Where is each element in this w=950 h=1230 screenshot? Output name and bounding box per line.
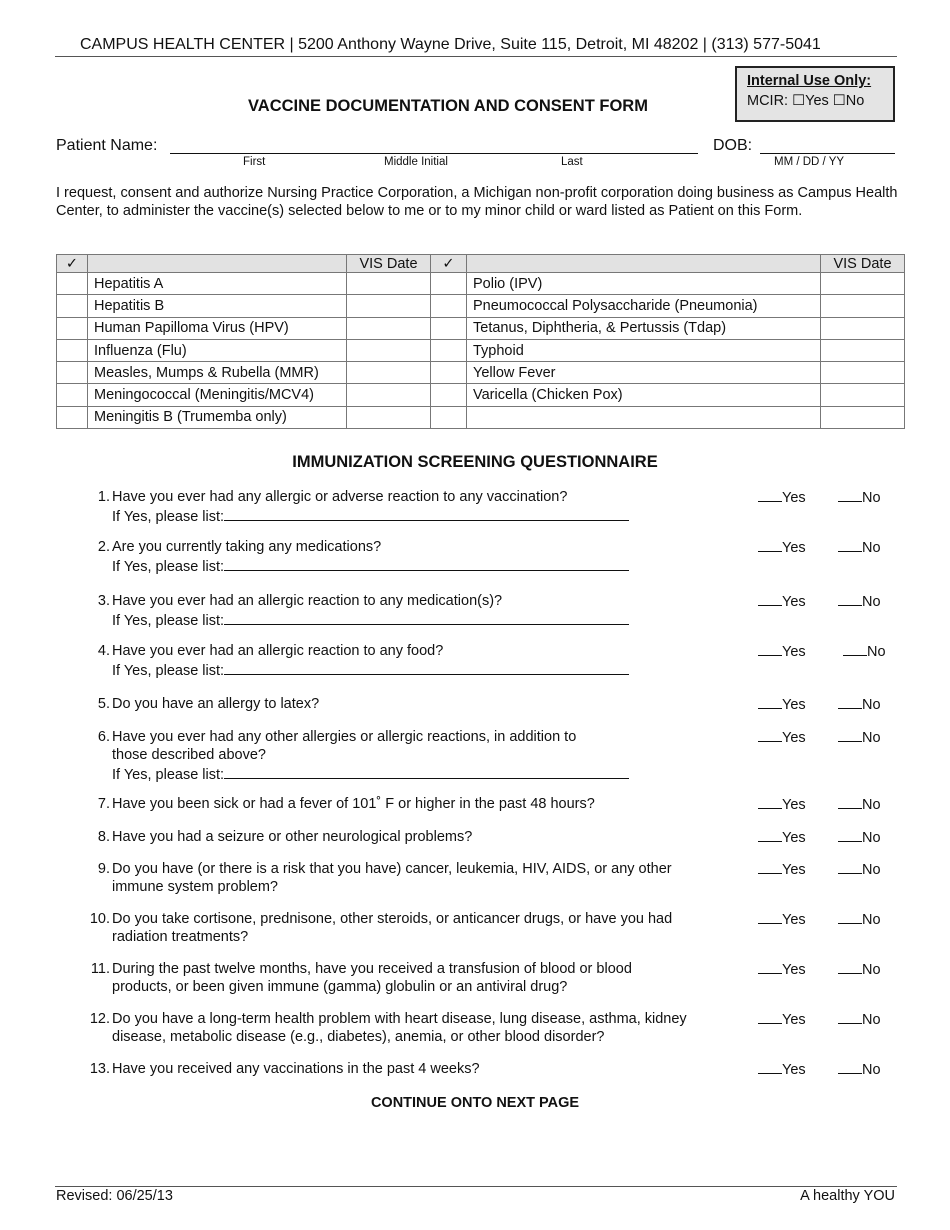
yes-label: Yes: [782, 697, 806, 713]
yes-answer[interactable]: [758, 592, 806, 610]
no-label: No: [862, 730, 881, 746]
consent-statement: I request, consent and authorize Nursing Practice Corporation, a Michigan non-profit corporation doing business as Campus Health Center, to administer the vaccine(s) selected below to me or to my minor child or ward listed as Patient on this Form.: [56, 185, 898, 219]
no-label: No: [867, 644, 886, 660]
no-answer[interactable]: [843, 642, 886, 660]
yes-label: Yes: [782, 912, 806, 928]
vaccine-name-left: Meningitis B (Trumemba only): [88, 406, 347, 428]
vis-date-header: VIS Date: [347, 255, 431, 273]
yes-blank[interactable]: [758, 538, 782, 552]
question-number: 13.: [89, 1061, 110, 1077]
yes-label: Yes: [782, 644, 806, 660]
yes-blank[interactable]: [758, 488, 782, 502]
question-text: Have you received any vaccinations in the past 4 weeks?: [112, 1061, 480, 1077]
dob-field[interactable]: [760, 153, 895, 154]
vaccine-checkbox-left[interactable]: [57, 339, 88, 361]
dob-format-caption: MM / DD / YY: [774, 156, 845, 168]
yes-blank[interactable]: [758, 1060, 782, 1074]
yes-label: Yes: [782, 1062, 806, 1078]
question-text: Have you been sick or had a fever of 101˚ F or higher in the past 48 hours?: [112, 796, 595, 812]
yes-label: Yes: [782, 797, 806, 813]
vaccine-checkbox-left[interactable]: [57, 295, 88, 317]
vaccine-name-left: Hepatitis B: [88, 295, 347, 317]
question-text: Are you currently taking any medications?: [112, 539, 382, 555]
yes-answer[interactable]: [758, 728, 806, 746]
no-answer[interactable]: [838, 860, 881, 878]
footer-divider: [55, 1186, 897, 1187]
question-number: 6.: [97, 729, 110, 745]
yes-blank[interactable]: [758, 592, 782, 606]
question-text: Have you ever had an allergic reaction to any food?: [112, 643, 444, 659]
question-text: Have you had a seizure or other neurological problems?: [112, 829, 473, 845]
patient-name-field[interactable]: [170, 153, 698, 154]
patient-name-label: Patient Name:: [56, 137, 158, 154]
yes-label: Yes: [782, 830, 806, 846]
vaccine-name-left: Measles, Mumps & Rubella (MMR): [88, 362, 347, 384]
no-answer[interactable]: [838, 488, 881, 506]
vaccine-name-right: Typhoid: [467, 339, 821, 361]
no-answer[interactable]: [838, 695, 881, 713]
yes-label: Yes: [782, 730, 806, 746]
vaccine-row: [57, 317, 905, 339]
yes-blank[interactable]: [758, 795, 782, 809]
no-answer[interactable]: [838, 1060, 881, 1078]
no-blank[interactable]: [838, 960, 862, 974]
no-blank[interactable]: [838, 1010, 862, 1024]
yes-label: Yes: [782, 962, 806, 978]
yes-blank[interactable]: [758, 1010, 782, 1024]
questionnaire-title: IMMUNIZATION SCREENING QUESTIONNAIRE: [292, 453, 658, 471]
vaccine-checkbox-left[interactable]: [57, 362, 88, 384]
revision-date: Revised: 06/25/13: [56, 1188, 173, 1204]
if-yes-label: If Yes, please list:: [112, 509, 225, 525]
no-label: No: [862, 1012, 881, 1028]
question-number: 12.: [89, 1011, 110, 1027]
question-text: Have you ever had any allergic or adverse reaction to any vaccination?: [112, 489, 568, 505]
no-blank[interactable]: [838, 860, 862, 874]
no-answer[interactable]: [838, 538, 881, 556]
no-answer[interactable]: [838, 910, 881, 928]
no-blank[interactable]: [843, 642, 867, 656]
footer-tagline: A healthy YOU: [800, 1188, 895, 1204]
if-yes-label: If Yes, please list:: [112, 663, 225, 679]
vaccine-name-right: Polio (IPV): [467, 273, 821, 295]
vaccine-name-right: Yellow Fever: [467, 362, 821, 384]
no-label: No: [862, 912, 881, 928]
vis-date-field-right[interactable]: [821, 273, 905, 295]
question-number: 3.: [97, 593, 110, 609]
vaccine-checkbox-left[interactable]: [57, 273, 88, 295]
yes-label: Yes: [782, 1012, 806, 1028]
vaccine-row: [57, 273, 905, 295]
check-column-header: ✓: [57, 255, 88, 273]
yes-label: Yes: [782, 862, 806, 878]
no-label: No: [862, 490, 881, 506]
no-label: No: [862, 862, 881, 878]
no-blank[interactable]: [838, 695, 862, 709]
middle-initial-caption: Middle Initial: [384, 156, 448, 168]
vaccine-checkbox-right[interactable]: [431, 317, 467, 339]
internal-use-title: Internal Use Only:: [747, 73, 872, 89]
header-divider: [55, 56, 897, 57]
question-number: 1.: [97, 489, 110, 505]
if-yes-label: If Yes, please list:: [112, 559, 225, 575]
last-name-caption: Last: [561, 156, 583, 168]
vaccine-row: [57, 384, 905, 406]
if-yes-label: If Yes, please list:: [112, 767, 225, 783]
vis-date-field-right[interactable]: [821, 295, 905, 317]
yes-answer[interactable]: [758, 695, 806, 713]
vis-date-field-left[interactable]: [347, 295, 431, 317]
no-label: No: [862, 797, 881, 813]
vis-date-field-left[interactable]: [347, 406, 431, 428]
vis-date-field-right[interactable]: [821, 384, 905, 406]
vaccine-selection-table: [56, 254, 905, 429]
vaccine-column-header: [467, 255, 821, 273]
vis-date-field-left[interactable]: [347, 317, 431, 339]
if-yes-list-field[interactable]: [224, 556, 629, 571]
vaccine-row: [57, 362, 905, 384]
if-yes-list-field[interactable]: [224, 610, 629, 625]
if-yes-list-field[interactable]: [224, 506, 629, 521]
vaccine-table-header: [57, 255, 905, 273]
no-blank[interactable]: [838, 728, 862, 742]
no-blank[interactable]: [838, 488, 862, 502]
vis-date-field-left[interactable]: [347, 273, 431, 295]
yes-blank[interactable]: [758, 828, 782, 842]
no-answer[interactable]: [838, 828, 881, 846]
yes-label: Yes: [782, 490, 806, 506]
question-text: During the past twelve months, have you received a transfusion of blood or blood products, or been given immune (gamma) globulin or an antiviral drug?: [112, 961, 632, 995]
yes-answer[interactable]: [758, 860, 806, 878]
no-label: No: [862, 594, 881, 610]
yes-blank[interactable]: [758, 728, 782, 742]
internal-use-box: [735, 66, 895, 122]
no-label: No: [862, 697, 881, 713]
no-label: No: [862, 1062, 881, 1078]
question-number: 7.: [97, 796, 110, 812]
no-blank[interactable]: [838, 538, 862, 552]
question-number: 10.: [89, 911, 110, 927]
vaccine-checkbox-left[interactable]: [57, 384, 88, 406]
continue-notice: CONTINUE ONTO NEXT PAGE: [370, 1095, 580, 1111]
dob-label: DOB:: [713, 137, 753, 154]
form-title: VACCINE DOCUMENTATION AND CONSENT FORM: [248, 97, 648, 115]
vaccine-checkbox-right[interactable]: [431, 295, 467, 317]
vis-date-field-left[interactable]: [347, 384, 431, 406]
yes-answer[interactable]: [758, 1010, 806, 1028]
question-text: Have you ever had any other allergies or allergic reactions, in addition to those described above?: [112, 729, 577, 763]
no-label: No: [862, 830, 881, 846]
vaccine-checkbox-right[interactable]: [431, 384, 467, 406]
check-column-header: ✓: [431, 255, 467, 273]
vis-date-field-left[interactable]: [347, 339, 431, 361]
question-text: Have you ever had an allergic reaction to any medication(s)?: [112, 593, 503, 609]
no-blank[interactable]: [838, 795, 862, 809]
yes-answer[interactable]: [758, 960, 806, 978]
question-number: 9.: [97, 861, 110, 877]
vis-date-header: VIS Date: [821, 255, 905, 273]
vaccine-checkbox-left[interactable]: [57, 406, 88, 428]
no-label: No: [862, 962, 881, 978]
yes-blank[interactable]: [758, 910, 782, 924]
question-text: Do you have a long-term health problem with heart disease, lung disease, asthma, kidney disease, metabolic disease (e.g., diabetes), anemia, or other blood disorder?: [112, 1011, 687, 1045]
vaccine-checkbox-right[interactable]: [431, 362, 467, 384]
yes-blank[interactable]: [758, 860, 782, 874]
vaccine-name-left: Hepatitis A: [88, 273, 347, 295]
no-answer[interactable]: [838, 960, 881, 978]
clinic-address-line: CAMPUS HEALTH CENTER | 5200 Anthony Wayne Drive, Suite 115, Detroit, MI 48202 | (313) 577-5041: [80, 36, 821, 53]
question-number: 5.: [97, 696, 110, 712]
yes-label: Yes: [782, 540, 806, 556]
vaccine-name-right: Tetanus, Diphtheria, & Pertussis (Tdap): [467, 317, 821, 339]
no-blank[interactable]: [838, 1060, 862, 1074]
question-text: Do you have (or there is a risk that you have) cancer, leukemia, HIV, AIDS, or any other immune system problem?: [112, 861, 672, 895]
vaccine-name-right: [467, 406, 821, 428]
yes-answer[interactable]: [758, 828, 806, 846]
vaccine-checkbox-right[interactable]: [431, 406, 467, 428]
no-answer[interactable]: [838, 728, 881, 746]
vaccine-name-left: Meningococcal (Meningitis/MCV4): [88, 384, 347, 406]
no-answer[interactable]: [838, 1010, 881, 1028]
question-number: 11.: [90, 961, 110, 977]
if-yes-list-field[interactable]: [224, 660, 629, 675]
question-text: Do you take cortisone, prednisone, other steroids, or anticancer drugs, or have you had radiation treatments?: [112, 911, 673, 945]
question-text: Do you have an allergy to latex?: [112, 696, 320, 712]
yes-blank[interactable]: [758, 960, 782, 974]
vaccine-row: [57, 406, 905, 428]
no-answer[interactable]: [838, 795, 881, 813]
if-yes-list-field[interactable]: [224, 764, 629, 779]
vaccine-row: [57, 339, 905, 361]
vis-date-field-right[interactable]: [821, 406, 905, 428]
no-blank[interactable]: [838, 592, 862, 606]
vis-date-field-left[interactable]: [347, 362, 431, 384]
vis-date-field-right[interactable]: [821, 317, 905, 339]
vaccine-name-left: Human Papilloma Virus (HPV): [88, 317, 347, 339]
vaccine-name-right: Pneumococcal Polysaccharide (Pneumonia): [467, 295, 821, 317]
no-blank[interactable]: [838, 910, 862, 924]
vaccine-checkbox-right[interactable]: [431, 273, 467, 295]
yes-answer[interactable]: [758, 642, 806, 660]
yes-answer[interactable]: [758, 538, 806, 556]
no-label: No: [862, 540, 881, 556]
vaccine-column-header: [88, 255, 347, 273]
vaccine-checkbox-left[interactable]: [57, 317, 88, 339]
mcir-checkboxes[interactable]: MCIR: ☐Yes ☐No: [747, 93, 865, 109]
vaccine-name-left: Influenza (Flu): [88, 339, 347, 361]
no-answer[interactable]: [838, 592, 881, 610]
question-number: 2.: [97, 539, 110, 555]
vis-date-field-right[interactable]: [821, 362, 905, 384]
yes-blank[interactable]: [758, 695, 782, 709]
yes-blank[interactable]: [758, 642, 782, 656]
yes-answer[interactable]: [758, 1060, 806, 1078]
yes-answer[interactable]: [758, 795, 806, 813]
yes-answer[interactable]: [758, 910, 806, 928]
vis-date-field-right[interactable]: [821, 339, 905, 361]
if-yes-label: If Yes, please list:: [112, 613, 225, 629]
vaccine-row: [57, 295, 905, 317]
vaccine-name-right: Varicella (Chicken Pox): [467, 384, 821, 406]
yes-answer[interactable]: [758, 488, 806, 506]
question-number: 8.: [97, 829, 110, 845]
no-blank[interactable]: [838, 828, 862, 842]
yes-label: Yes: [782, 594, 806, 610]
first-name-caption: First: [243, 156, 266, 168]
vaccine-checkbox-right[interactable]: [431, 339, 467, 361]
question-number: 4.: [97, 643, 110, 659]
